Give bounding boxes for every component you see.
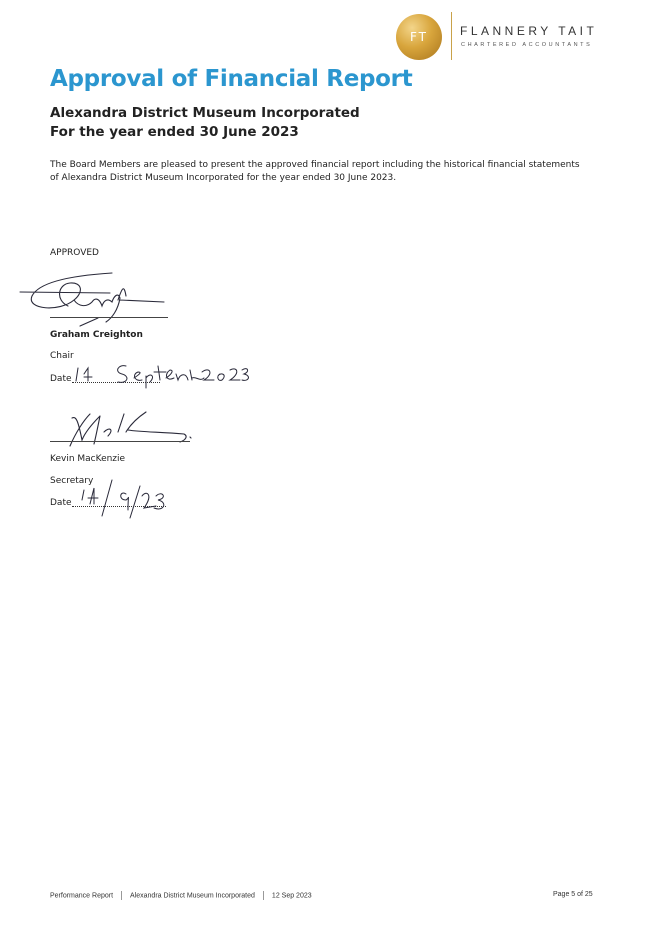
signatory-name-secretary: Kevin MacKenzie [50, 454, 126, 464]
footer-separator [121, 891, 122, 900]
signature-line-secretary [50, 441, 190, 442]
date-label-secretary: Date [50, 498, 72, 508]
report-period: For the year ended 30 June 2023 [50, 124, 299, 140]
report-subtitle [50, 104, 360, 142]
intro-paragraph: The Board Members are pleased to present the approved financial report including the historical financial statements of Alexandra District Museum Incorporated for the year ended 30 June 2023. [50, 160, 580, 183]
firm-logo [396, 12, 596, 62]
signatory-name-chair: Graham Creighton [50, 330, 143, 340]
date-label-chair: Date [50, 374, 72, 384]
footer-entity-name: Alexandra District Museum Incorporated [130, 892, 255, 900]
signature-line-chair [50, 317, 168, 318]
date-dotted-line-secretary [72, 506, 166, 507]
logo-divider [451, 12, 452, 60]
logo-firm-name: FLANNERY TAIT [460, 24, 598, 38]
logo-tagline: CHARTERED ACCOUNTANTS [461, 42, 593, 48]
date-dotted-line-chair [72, 382, 160, 383]
footer-separator [263, 891, 264, 900]
page-number: Page 5 of 25 [553, 891, 593, 898]
page-footer [50, 891, 312, 900]
page-title: Approval of Financial Report [50, 66, 413, 92]
logo-monogram: FT [396, 14, 442, 60]
signatory-role-chair: Chair [50, 351, 74, 361]
signatory-role-secretary: Secretary [50, 476, 94, 486]
footer-date: 12 Sep 2023 [271, 892, 312, 900]
entity-name: Alexandra District Museum Incorporated [50, 105, 360, 121]
approved-label: APPROVED [50, 248, 99, 258]
footer-report-name: Performance Report [50, 892, 114, 900]
